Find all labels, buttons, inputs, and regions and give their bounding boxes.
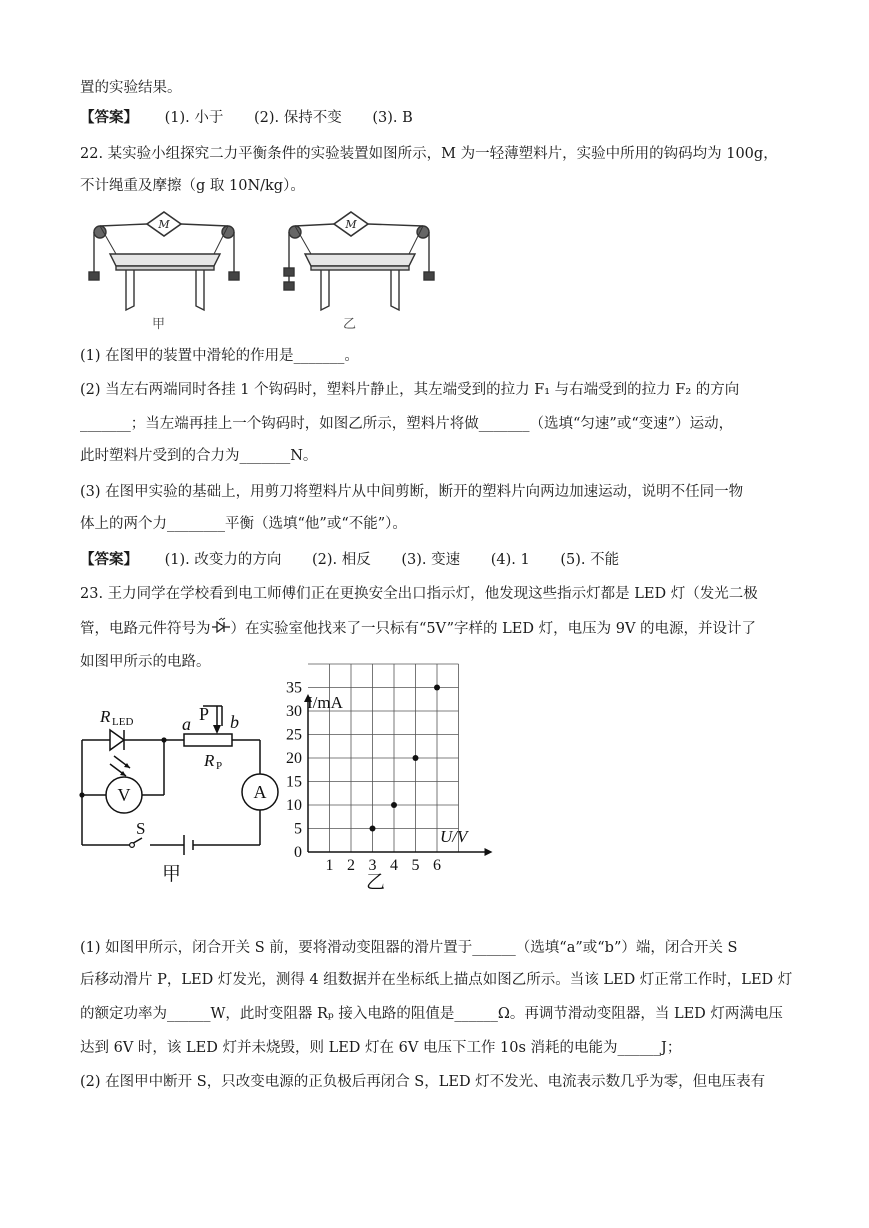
data-point: [370, 826, 376, 832]
answer-tag: 【答案】: [80, 109, 138, 126]
y-tick-label: 35: [286, 679, 302, 697]
q22-part-2-line-3: 此时塑料片受到的合力为_______N。: [80, 448, 318, 464]
answer-21: [80, 108, 439, 128]
q23-line-2-a: 管，电路元件符号为: [80, 621, 211, 637]
x-axis-arrow: [485, 848, 493, 856]
q23-line-3: 如图甲所示的电路。: [80, 654, 211, 670]
circuit-diagram: [72, 700, 282, 890]
label-m-yi: M: [345, 218, 357, 231]
label-b-end: b: [230, 712, 239, 732]
q22-line-2: 不计绳重及摩擦（g 取 10N/kg）。: [80, 178, 305, 194]
rheostat-component: [184, 734, 232, 746]
led-component: [102, 730, 124, 750]
caption-jia: 甲: [152, 317, 166, 332]
q22-part-3-line-2: 体上的两个力________平衡（选填“他”或“不能”）。: [80, 516, 407, 532]
answer-item: (1). 小于: [164, 110, 224, 126]
q22-part-2-line-1: (2) 当左右两端同时各挂 1 个钩码时，塑料片静止，其左端受到的拉力 F₁ 与右端受到的拉力 F₂ 的方向: [80, 382, 740, 398]
x-tick-label: 5: [411, 857, 420, 874]
intro-line: 置的实验结果。: [80, 80, 182, 96]
label-m-jia: M: [158, 218, 170, 231]
x-tick-label: 2: [347, 857, 355, 874]
q22-part-2-line-2: _______；当左端再挂上一个钩码时，如图乙所示，塑料片将做_______（选填“匀速”或“变速”）运动，: [80, 416, 734, 432]
answer-item: (3). B: [372, 110, 413, 126]
chart-caption: 乙: [366, 872, 386, 893]
q23-part-1-line-3: 的额定功率为______W，此时变阻器 Rₚ 接入电路的阻值是______Ω。再调节滑动变阻器，当 LED 灯两满电压: [80, 1006, 783, 1022]
answer-tag: 【答案】: [80, 551, 138, 568]
q23-part-2-line-1: (2) 在图甲中断开 S，只改变电源的正负极后再闭合 S，LED 灯不发光、电流表示数几乎为零，但电压表有: [80, 1074, 766, 1090]
answer-22: [80, 550, 645, 570]
label-rp-sub: P: [216, 760, 223, 772]
data-point: [391, 802, 397, 808]
q23-part-1-line-4: 达到 6V 时，该 LED 灯并未烧毁，则 LED 灯在 6V 电压下工作 10s 消耗的电能为______J；: [80, 1040, 682, 1056]
q22-line-1: 22. 某实验小组探究二力平衡条件的实验装置如图所示，M 为一轻薄塑料片，实验中所用的钩码均为 100g，: [80, 146, 778, 162]
answer-item: (3). 变速: [401, 552, 461, 568]
label-a-end: a: [182, 714, 191, 734]
y-tick-label: 25: [286, 726, 302, 744]
y-tick-label: 10: [286, 797, 302, 814]
q22-part-3-line-1: (3) 在图甲实验的基础上，用剪刀将塑料片从中间剪断，断开的塑料片向两边加速运动，说明不任同一物: [80, 484, 744, 500]
y-tick-label: 15: [286, 773, 302, 791]
label-r-led-sub: LED: [112, 716, 134, 728]
label-v: V: [117, 785, 131, 805]
data-point: [413, 755, 419, 761]
answer-item: (2). 保持不变: [253, 110, 342, 126]
answer-item: (5). 不能: [560, 552, 620, 568]
q22-apparatus-figure: [80, 206, 440, 336]
label-a-meter: A: [253, 782, 267, 802]
label-s: S: [136, 819, 146, 838]
answer-item: (2). 相反: [311, 552, 371, 568]
y-tick-label: 5: [294, 820, 302, 838]
chart-ylabel: I/mA: [307, 693, 343, 712]
y-tick-label: 0: [294, 844, 302, 861]
chart-xlabel: U/V: [440, 827, 468, 846]
q23-line-2-b: ）在实验室他找来了一只标有“5V”字样的 LED 灯，电压为 9V 的电源，并设计了: [230, 621, 757, 637]
q23-part-1-line-2: 后移动滑片 P，LED 灯发光，测得 4 组数据并在坐标纸上描点如图乙所示。当该 LED 灯正常工作时，LED 灯: [80, 972, 793, 988]
data-point: [434, 685, 440, 691]
x-tick-label: 3: [368, 857, 377, 874]
x-tick-label: 4: [390, 857, 398, 874]
x-tick-label: 6: [433, 857, 441, 874]
answer-item: (4). 1: [490, 552, 530, 568]
label-rp: R: [204, 751, 215, 770]
y-tick-label: 30: [286, 703, 302, 720]
led-symbol-icon: [211, 618, 231, 636]
circuit-caption: 甲: [162, 864, 182, 885]
answer-item: (1). 改变力的方向: [164, 552, 282, 568]
label-p: P: [199, 704, 210, 724]
q23-line-1: 23. 王力同学在学校看到电工师傅们正在更换安全出口指示灯，他发现这些指示灯都是 LED 灯（发光二极: [80, 586, 758, 602]
caption-yi: 乙: [343, 317, 357, 332]
y-tick-label: 20: [286, 750, 302, 767]
q23-part-1-line-1: (1) 如图甲所示，闭合开关 S 前，要将滑动变阻器的滑片置于______（选填“a”或“b”）端，闭合开关 S: [80, 940, 738, 956]
iu-chart: [270, 679, 470, 895]
q22-part-1: (1) 在图甲的装置中滑轮的作用是_______。: [80, 348, 359, 364]
label-r-led: R: [100, 707, 111, 726]
q23-line-2: [80, 618, 756, 639]
x-tick-label: 1: [325, 857, 334, 874]
apparatus-yi: [284, 212, 434, 310]
